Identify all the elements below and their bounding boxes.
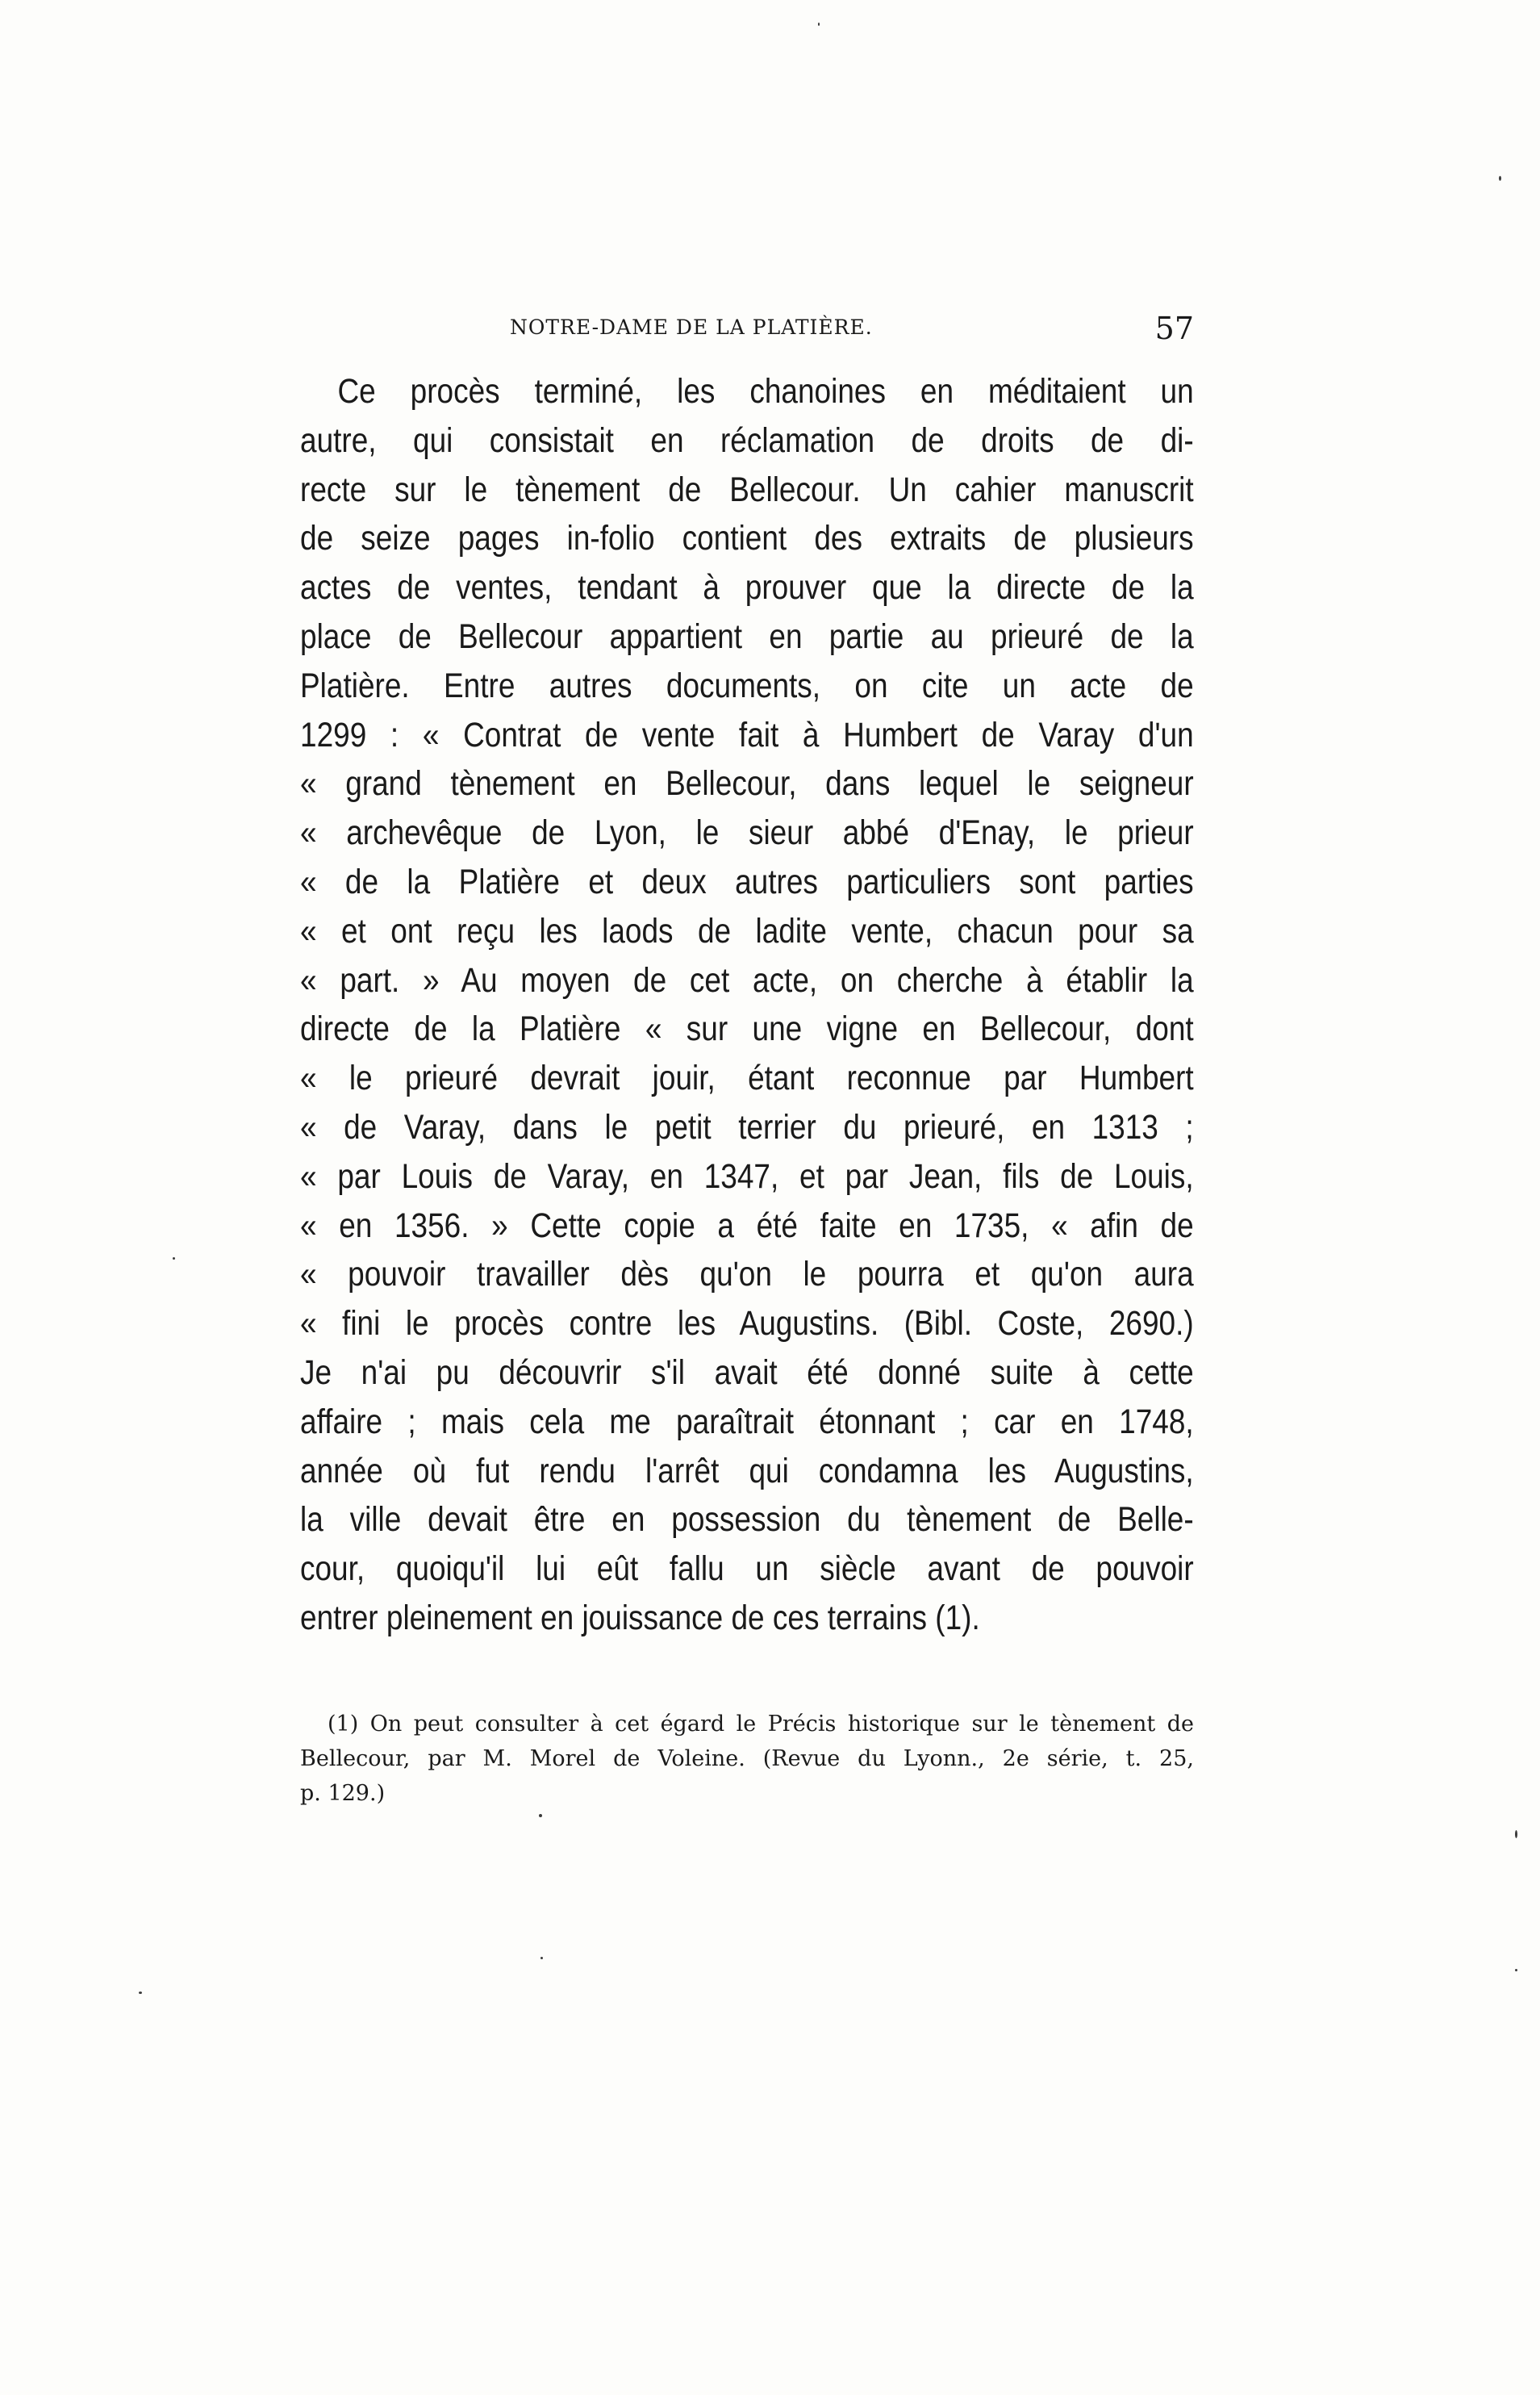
text-line: affaire ; mais cela me paraîtrait étonnant ; car en 1748, — [300, 1402, 1194, 1441]
scan-speck — [1515, 1969, 1517, 1971]
text-line: « de la Platière et deux autres particuliers sont parties — [300, 862, 1194, 901]
text-line: actes de ventes, tendant à prouver que la directe de la — [300, 568, 1194, 608]
text-line: recte sur le tènement de Bellecour. Un cahier manuscrit — [300, 470, 1194, 509]
text-line: Je n'ai pu découvrir s'il avait été donné suite à cette — [300, 1352, 1194, 1392]
page-number: 57 — [1154, 311, 1194, 346]
text-line: 1299 : « Contrat de vente fait à Humbert de Varay d'un — [300, 715, 1194, 754]
text-line: « en 1356. » Cette copie a été faite en 1735, « afin de — [300, 1206, 1194, 1245]
text-line: « par Louis de Varay, en 1347, et par Jean, fils de Louis, — [300, 1156, 1194, 1196]
text-line: « et ont reçu les laods de ladite vente, chacun pour sa — [300, 911, 1194, 951]
running-head — [300, 311, 1194, 353]
text-line: « archevêque de Lyon, le sieur abbé d'Enay, le prieur — [300, 813, 1194, 853]
footnote-line: (1) On peut consulter à cet égard le Précis historique sur le tènement de — [328, 1712, 1194, 1737]
scan-speck — [1515, 1830, 1517, 1838]
text-line: Ce procès terminé, les chanoines en méditaient un — [337, 372, 1194, 411]
scan-speck — [173, 1257, 175, 1260]
text-line: « fini le procès contre les Augustins. (Bibl. Coste, 2690.) — [300, 1304, 1194, 1344]
text-line: directe de la Platière « sur une vigne en Bellecour, dont — [300, 1009, 1194, 1049]
text-line: année où fut rendu l'arrêt qui condamna les Augustins, — [300, 1451, 1194, 1490]
text-line: place de Bellecour appartient en partie au prieuré de la — [300, 617, 1194, 656]
scan-speck — [539, 1814, 542, 1817]
body-text — [300, 367, 1194, 1643]
text-line: Platière. Entre autres documents, on cite un acte de — [300, 666, 1194, 705]
scan-speck — [540, 1957, 543, 1959]
text-line: de seize pages in-folio contient des extraits de plusieurs — [300, 519, 1194, 558]
scan-speck — [1499, 176, 1501, 181]
footnote — [300, 1707, 1194, 1811]
text-line: autre, qui consistait en réclamation de droits de di- — [300, 420, 1194, 460]
text-line: « part. » Au moyen de cet acte, on cherche à établir la — [300, 960, 1194, 1000]
text-line: cour, quoiqu'il lui eût fallu un siècle avant de pouvoir — [300, 1549, 1194, 1589]
text-line: « grand tènement en Bellecour, dans lequel le seigneur — [300, 764, 1194, 804]
text-line: « pouvoir travailler dès qu'on le pourra et qu'on aura — [300, 1255, 1194, 1294]
footnote-line: Bellecour, par M. Morel de Voleine. (Revue du Lyonn., 2e série, t. 25, — [300, 1746, 1194, 1771]
scan-speck — [818, 23, 820, 26]
text-line: « le prieuré devrait jouir, étant reconnue par Humbert — [300, 1059, 1194, 1098]
footnote-line: p. 129.) — [300, 1781, 386, 1806]
text-line: entrer pleinement en jouissance de ces terrains (1). — [300, 1598, 980, 1637]
text-line: la ville devait être en possession du tènement de Belle- — [300, 1500, 1194, 1540]
scan-speck — [139, 1992, 142, 1994]
text-line: « de Varay, dans le petit terrier du prieuré, en 1313 ; — [300, 1107, 1194, 1147]
running-title: NOTRE-DAME DE LA PLATIÈRE. — [510, 316, 873, 339]
